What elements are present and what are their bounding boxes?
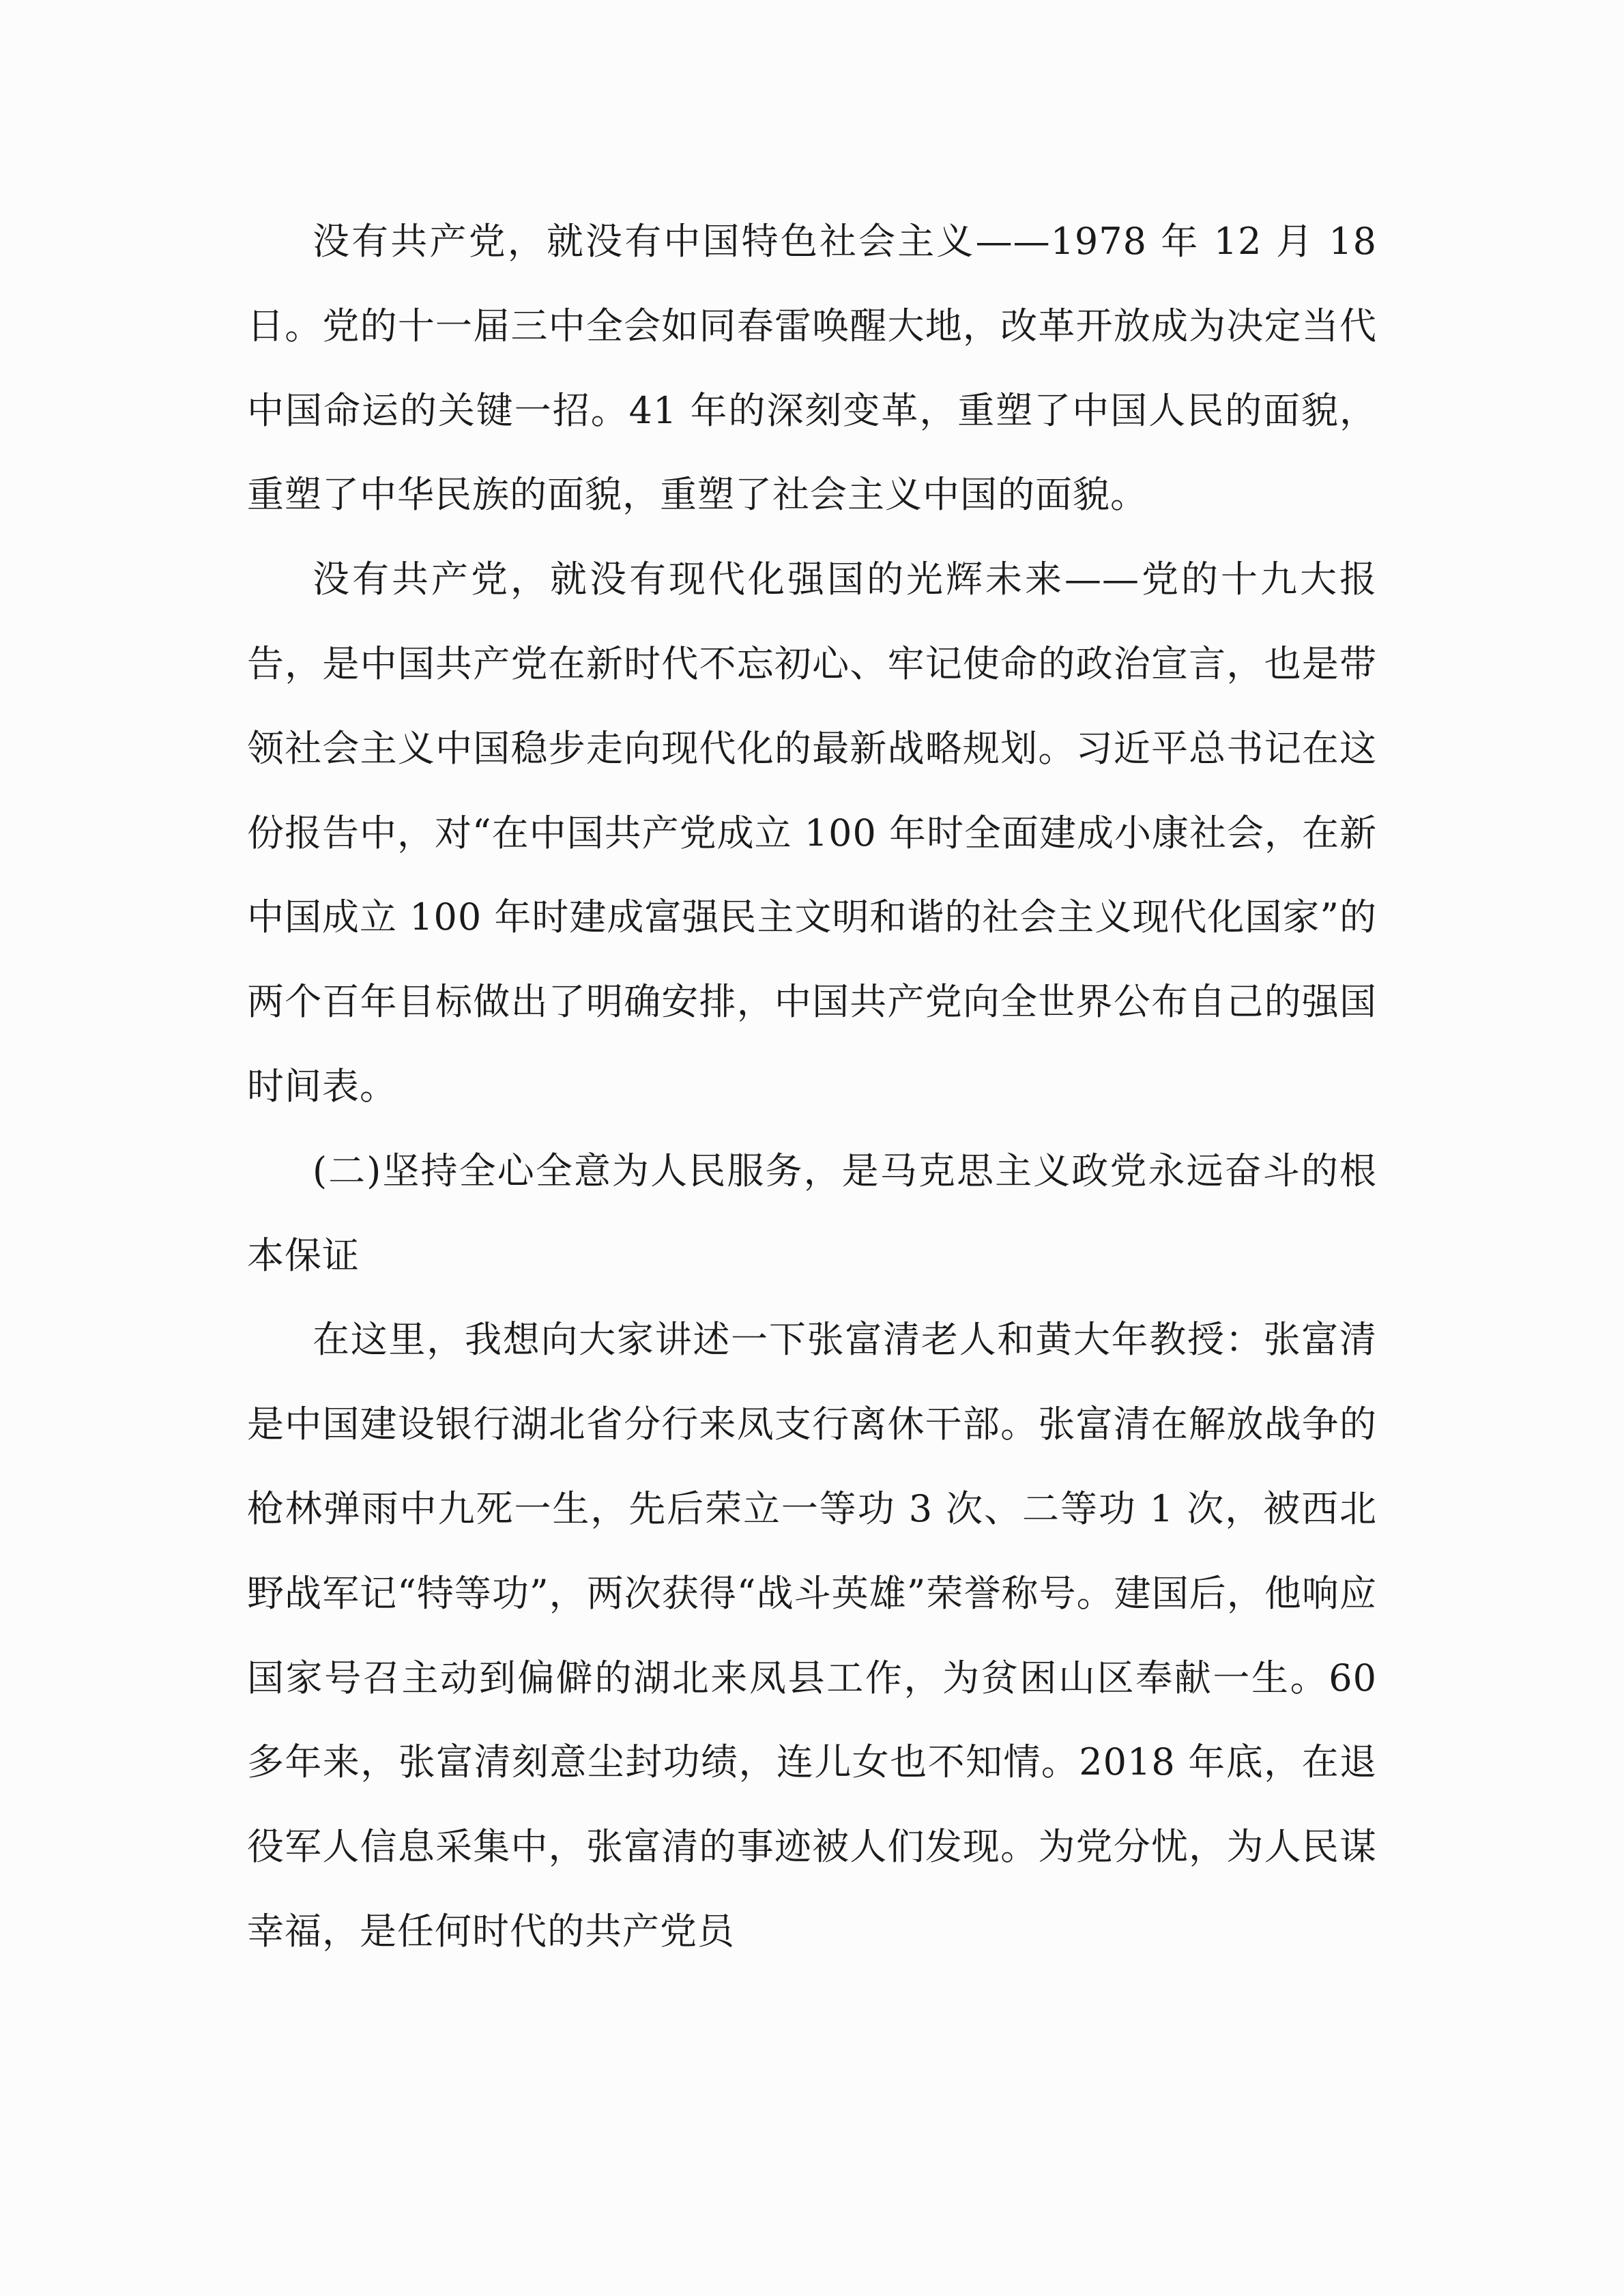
body-paragraph: 没有共产党，就没有现代化强国的光辉未来——党的十九大报告，是中国共产党在新时代不忘初心、牢记使命的政治宣言，也是带领社会主义中国稳步走向现代化的最新战略规划。习近平总书记在这份报告中，对“在中国共产党成立 100 年时全面建成小康社会，在新中国成立 100 年时建成富强民主文明和谐的社会主义现代化国家”的两个百年目标做出了明确安排，中国共产党向全世界公布自己的强国时间表。 [247,558,1378,1108]
body-paragraph: 在这里，我想向大家讲述一下张富清老人和黄大年教授：张富清是中国建设银行湖北省分行来凤支行离休干部。张富清在解放战争的枪林弹雨中九死一生，先后荣立一等功 3 次、二等功 1 次，被西北野战军记“特等功”，两次获得“战斗英雄”荣誉称号。建国后，他响应国家号召主动到偏僻的湖北来凤县工作，为贫困山区奉献一生。60 多年来，张富清刻意尘封功绩，连儿女也不知情。2018 年底，在退役军人信息采集中，张富清的事迹被人们发现。为党分忧，为人民谋幸福，是任何时代的共产党员 [247,1318,1377,1953]
body-paragraph: 没有共产党，就没有中国特色社会主义——1978 年 12 月 18 日。党的十一届三中全会如同春雷唤醒大地，改革开放成为决定当代中国命运的关键一招。41 年的深刻变革，重塑了中国人民的面貌，重塑了中华民族的面貌，重塑了社会主义中国的面貌。 [247,220,1377,517]
section-heading: (二)坚持全心全意为人民服务，是马克思主义政党永远奋斗的根本保证 [247,1149,1377,1277]
document-page [247,199,1377,1974]
